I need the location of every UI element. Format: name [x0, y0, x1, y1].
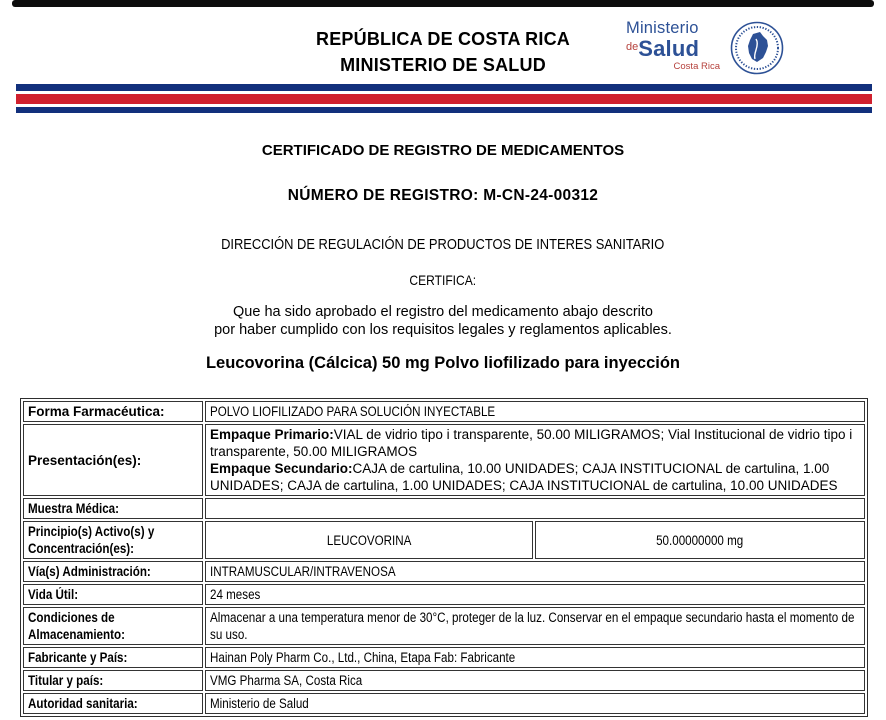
ministry-logo-text — [626, 20, 726, 71]
row-label-via-administracion: Vía(s) Administración: — [23, 561, 203, 582]
certificate-heading: CERTIFICADO DE REGISTRO DE MEDICAMENTOS — [261, 142, 625, 159]
logo-word-costa-rica: Costa Rica — [673, 60, 720, 72]
ministry-logo — [626, 20, 786, 82]
table-row-condiciones-almacenamiento — [23, 607, 865, 645]
row-label-muestra-medica: Muestra Médica: — [23, 498, 203, 519]
row-label-autoridad-sanitaria: Autoridad sanitaria: — [23, 693, 203, 714]
table-row-presentaciones — [23, 424, 865, 496]
active-ingredient-cell: LEUCOVORINA — [205, 521, 533, 559]
logo-word-salud: Salud — [638, 35, 700, 61]
concentration-cell: 50.00000000 mg — [535, 521, 865, 559]
table-row-principio-activo — [23, 521, 865, 559]
registration-number: NÚMERO DE REGISTRO: M-CN-24-00312 — [287, 187, 599, 204]
row-label-principio-activo: Principio(s) Activo(s) y Concentración(es): — [23, 521, 203, 559]
row-value-forma-farmaceutica: POLVO LIOFILIZADO PARA SOLUCIÓN INYECTABLE — [205, 401, 865, 422]
table-row-titular-pais — [23, 670, 865, 691]
ministry-seal-icon — [730, 21, 784, 75]
page-title-line2: MINISTERIO DE SALUD — [340, 55, 546, 75]
row-label-vida-util: Vida Útil: — [23, 584, 203, 605]
flag-stripe-blue-top — [16, 84, 872, 91]
flag-stripe-blue-bottom — [16, 107, 872, 113]
row-label-presentaciones: Presentación(es): — [23, 424, 203, 496]
row-value-muestra-medica — [205, 498, 865, 519]
top-black-bar — [12, 0, 874, 7]
statement-line-1: Que ha sido aprobado el registro del medicamento abajo descrito — [233, 304, 653, 320]
row-value-autoridad-sanitaria: Ministerio de Salud — [205, 693, 865, 714]
row-value-fabricante-pais: Hainan Poly Pharm Co., Ltd., China, Etapa Fab: Fabricante — [205, 647, 865, 668]
logo-word-de: de — [626, 40, 639, 53]
product-title: Leucovorina (Cálcica) 50 mg Polvo liofilizado para inyección — [205, 354, 681, 372]
table-row-autoridad-sanitaria — [23, 693, 865, 714]
logo-word-ministerio: Ministerio — [626, 19, 699, 37]
page-title-line1: REPÚBLICA DE COSTA RICA — [316, 29, 570, 49]
flag-stripe-red — [16, 94, 872, 104]
row-label-condiciones-almacenamiento: Condiciones de Almacenamiento: — [23, 607, 203, 645]
row-value-via-administracion: INTRAMUSCULAR/INTRAVENOSA — [205, 561, 865, 582]
certifica-heading: CERTIFICA: — [409, 272, 477, 288]
empaque-primario: Empaque Primario:VIAL de vidrio tipo i transparente, 50.00 MILIGRAMOS; Vial Institucional de vidrio tipo i transparente, 50.00 MILIGRAMOS — [210, 427, 853, 459]
empaque-secundario: Empaque Secundario:CAJA de cartulina, 10.00 UNIDADES; CAJA INSTITUCIONAL de cartulina, 1.00 UNIDADES; CAJA de cartulina, 1.00 UNIDADES; CAJA INSTITUCIONAL de cartulina, 10.00 UNIDADES — [210, 461, 838, 493]
direction-heading: DIRECCIÓN DE REGULACIÓN DE PRODUCTOS DE INTERES SANITARIO — [221, 236, 665, 253]
row-value-condiciones-almacenamiento: Almacenar a una temperatura menor de 30°C, proteger de la luz. Conservar en el empaque secundario hasta el momento de su uso. — [205, 607, 865, 645]
row-value-vida-util: 24 meses — [205, 584, 865, 605]
row-value-presentaciones — [205, 424, 865, 496]
table-row-vida-util — [23, 584, 865, 605]
statement-line-2: por haber cumplido con los requisitos legales y reglamentos aplicables. — [214, 322, 672, 338]
table-row-muestra-medica — [23, 498, 865, 519]
table-row-forma-farmaceutica — [23, 401, 865, 422]
row-label-titular-pais: Titular y país: — [23, 670, 203, 691]
table-row-fabricante-pais — [23, 647, 865, 668]
row-label-fabricante-pais: Fabricante y País: — [23, 647, 203, 668]
row-value-titular-pais: VMG Pharma SA, Costa Rica — [205, 670, 865, 691]
row-label-forma-farmaceutica: Forma Farmacéutica: — [23, 401, 203, 422]
table-row-via-administracion — [23, 561, 865, 582]
registration-table — [20, 398, 868, 717]
